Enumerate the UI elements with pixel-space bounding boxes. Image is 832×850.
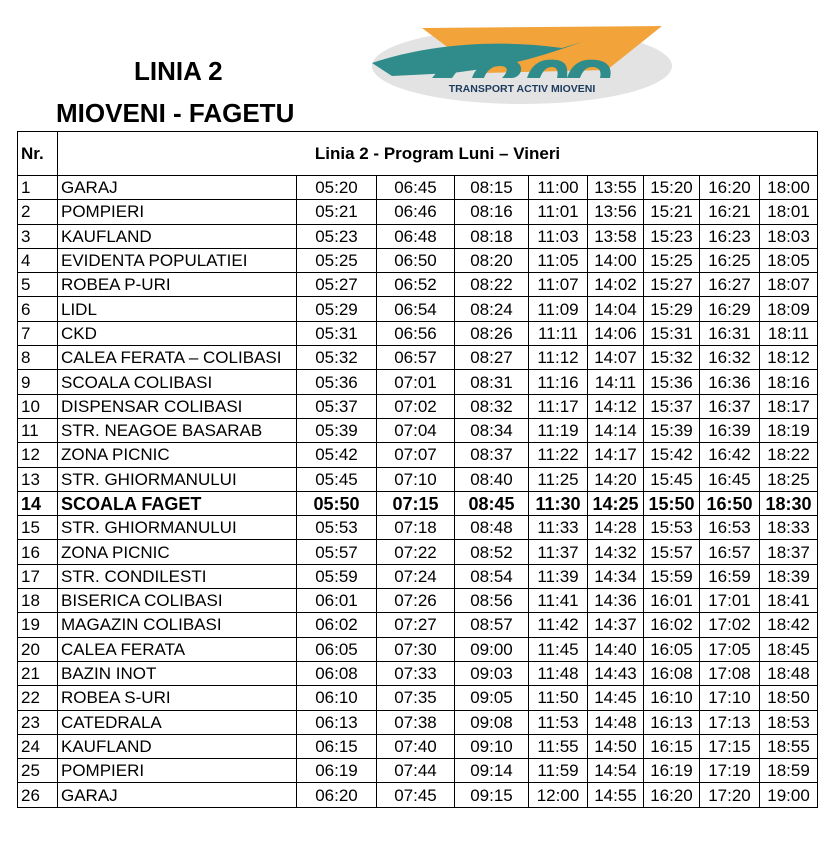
departure-time: 08:34 — [455, 418, 529, 442]
departure-time: 05:53 — [297, 516, 377, 540]
departure-time: 16:32 — [700, 346, 760, 370]
departure-time: 13:56 — [588, 200, 644, 224]
stop-number: 11 — [18, 418, 58, 442]
departure-time: 06:13 — [297, 710, 377, 734]
stop-name: ZONA PICNIC — [58, 540, 297, 564]
table-row — [18, 759, 818, 783]
stop-name: DISPENSAR COLIBASI — [58, 394, 297, 418]
departure-time: 18:55 — [760, 734, 818, 758]
departure-time: 11:07 — [529, 273, 588, 297]
departure-time: 15:27 — [644, 273, 700, 297]
departure-time: 14:43 — [588, 661, 644, 685]
departure-time: 08:18 — [455, 224, 529, 248]
departure-time: 08:16 — [455, 200, 529, 224]
departure-time: 08:22 — [455, 273, 529, 297]
departure-time: 15:36 — [644, 370, 700, 394]
departure-time: 08:26 — [455, 321, 529, 345]
departure-time: 14:06 — [588, 321, 644, 345]
departure-time: 17:08 — [700, 661, 760, 685]
departure-time: 09:03 — [455, 661, 529, 685]
departure-time: 14:37 — [588, 613, 644, 637]
departure-time: 11:39 — [529, 564, 588, 588]
departure-time: 09:14 — [455, 759, 529, 783]
departure-time: 05:21 — [297, 200, 377, 224]
departure-time: 16:05 — [644, 637, 700, 661]
departure-time: 13:55 — [588, 176, 644, 200]
departure-time: 14:20 — [588, 467, 644, 491]
departure-time: 08:32 — [455, 394, 529, 418]
departure-time: 18:45 — [760, 637, 818, 661]
departure-time: 11:11 — [529, 321, 588, 345]
tam-logo — [362, 18, 680, 110]
departure-time: 16:39 — [700, 418, 760, 442]
departure-time: 16:08 — [644, 661, 700, 685]
table-row — [18, 418, 818, 442]
departure-time: 16:36 — [700, 370, 760, 394]
departure-time: 16:29 — [700, 297, 760, 321]
departure-time: 07:15 — [377, 491, 455, 515]
stop-name: POMPIERI — [58, 759, 297, 783]
departure-time: 07:07 — [377, 443, 455, 467]
departure-time: 18:39 — [760, 564, 818, 588]
timetable-header-row — [18, 132, 818, 176]
departure-time: 09:05 — [455, 686, 529, 710]
stop-name: BAZIN INOT — [58, 661, 297, 685]
departure-time: 17:10 — [700, 686, 760, 710]
departure-time: 18:05 — [760, 248, 818, 272]
stop-number: 8 — [18, 346, 58, 370]
departure-time: 05:37 — [297, 394, 377, 418]
departure-time: 18:03 — [760, 224, 818, 248]
departure-time: 07:33 — [377, 661, 455, 685]
departure-time: 11:41 — [529, 589, 588, 613]
stop-name: KAUFLAND — [58, 734, 297, 758]
departure-time: 11:25 — [529, 467, 588, 491]
departure-time: 06:20 — [297, 783, 377, 807]
departure-time: 16:20 — [700, 176, 760, 200]
departure-time: 15:21 — [644, 200, 700, 224]
stop-name: SCOALA COLIBASI — [58, 370, 297, 394]
table-row — [18, 564, 818, 588]
departure-time: 07:01 — [377, 370, 455, 394]
departure-time: 14:14 — [588, 418, 644, 442]
table-row — [18, 467, 818, 491]
departure-time: 15:37 — [644, 394, 700, 418]
departure-time: 18:00 — [760, 176, 818, 200]
departure-time: 06:52 — [377, 273, 455, 297]
departure-time: 14:11 — [588, 370, 644, 394]
stop-number: 1 — [18, 176, 58, 200]
departure-time: 08:57 — [455, 613, 529, 637]
departure-time: 11:37 — [529, 540, 588, 564]
departure-time: 11:05 — [529, 248, 588, 272]
timetable-title: Linia 2 - Program Luni – Vineri — [58, 132, 818, 176]
departure-time: 16:50 — [700, 491, 760, 515]
stop-number: 3 — [18, 224, 58, 248]
stop-name: LIDL — [58, 297, 297, 321]
departure-time: 05:23 — [297, 224, 377, 248]
departure-time: 15:20 — [644, 176, 700, 200]
departure-time: 16:31 — [700, 321, 760, 345]
departure-time: 14:04 — [588, 297, 644, 321]
departure-time: 05:25 — [297, 248, 377, 272]
departure-time: 18:19 — [760, 418, 818, 442]
departure-time: 16:25 — [700, 248, 760, 272]
stop-number: 9 — [18, 370, 58, 394]
stop-number: 2 — [18, 200, 58, 224]
stop-number: 21 — [18, 661, 58, 685]
departure-time: 18:42 — [760, 613, 818, 637]
departure-time: 18:22 — [760, 443, 818, 467]
departure-time: 11:19 — [529, 418, 588, 442]
departure-time: 13:58 — [588, 224, 644, 248]
departure-time: 16:19 — [644, 759, 700, 783]
departure-time: 05:42 — [297, 443, 377, 467]
departure-time: 11:33 — [529, 516, 588, 540]
departure-time: 07:24 — [377, 564, 455, 588]
departure-time: 11:59 — [529, 759, 588, 783]
departure-time: 07:44 — [377, 759, 455, 783]
departure-time: 18:41 — [760, 589, 818, 613]
stop-number: 12 — [18, 443, 58, 467]
departure-time: 05:50 — [297, 491, 377, 515]
departure-time: 18:30 — [760, 491, 818, 515]
stop-number: 24 — [18, 734, 58, 758]
departure-time: 11:09 — [529, 297, 588, 321]
departure-time: 16:10 — [644, 686, 700, 710]
departure-time: 16:13 — [644, 710, 700, 734]
departure-time: 05:27 — [297, 273, 377, 297]
departure-time: 11:03 — [529, 224, 588, 248]
table-row — [18, 516, 818, 540]
stop-name: KAUFLAND — [58, 224, 297, 248]
table-row — [18, 297, 818, 321]
departure-time: 07:22 — [377, 540, 455, 564]
departure-time: 06:56 — [377, 321, 455, 345]
departure-time: 18:59 — [760, 759, 818, 783]
table-row — [18, 710, 818, 734]
table-row — [18, 589, 818, 613]
departure-time: 07:10 — [377, 467, 455, 491]
departure-time: 11:30 — [529, 491, 588, 515]
stop-name: ROBEA P-URI — [58, 273, 297, 297]
table-row — [18, 443, 818, 467]
departure-time: 18:11 — [760, 321, 818, 345]
stop-name: CALEA FERATA — [58, 637, 297, 661]
departure-time: 18:37 — [760, 540, 818, 564]
stop-number: 10 — [18, 394, 58, 418]
departure-time: 16:45 — [700, 467, 760, 491]
departure-time: 05:29 — [297, 297, 377, 321]
stop-number: 6 — [18, 297, 58, 321]
stop-number: 26 — [18, 783, 58, 807]
table-row — [18, 321, 818, 345]
departure-time: 14:02 — [588, 273, 644, 297]
departure-time: 05:20 — [297, 176, 377, 200]
stop-name: GARAJ — [58, 783, 297, 807]
departure-time: 16:01 — [644, 589, 700, 613]
table-row — [18, 176, 818, 200]
departure-time: 05:39 — [297, 418, 377, 442]
stop-name: ZONA PICNIC — [58, 443, 297, 467]
departure-time: 11:01 — [529, 200, 588, 224]
stop-number: 20 — [18, 637, 58, 661]
table-row — [18, 686, 818, 710]
departure-time: 14:55 — [588, 783, 644, 807]
departure-time: 15:59 — [644, 564, 700, 588]
departure-time: 18:48 — [760, 661, 818, 685]
departure-time: 15:32 — [644, 346, 700, 370]
timetable — [17, 131, 818, 808]
table-row — [18, 661, 818, 685]
line-label: LINIA 2 — [134, 56, 223, 86]
departure-time: 06:19 — [297, 759, 377, 783]
departure-time: 08:52 — [455, 540, 529, 564]
departure-time: 08:56 — [455, 589, 529, 613]
stop-name: EVIDENTA POPULATIEI — [58, 248, 297, 272]
logo-text: TRANSPORT ACTIV MIOVENI — [448, 83, 596, 95]
departure-time: 09:10 — [455, 734, 529, 758]
departure-time: 07:40 — [377, 734, 455, 758]
departure-time: 06:10 — [297, 686, 377, 710]
departure-time: 06:01 — [297, 589, 377, 613]
departure-time: 11:55 — [529, 734, 588, 758]
departure-time: 06:15 — [297, 734, 377, 758]
stop-number: 5 — [18, 273, 58, 297]
departure-time: 17:13 — [700, 710, 760, 734]
departure-time: 17:02 — [700, 613, 760, 637]
departure-time: 18:25 — [760, 467, 818, 491]
departure-time: 17:19 — [700, 759, 760, 783]
table-row — [18, 200, 818, 224]
table-row — [18, 248, 818, 272]
departure-time: 06:02 — [297, 613, 377, 637]
departure-time: 15:31 — [644, 321, 700, 345]
departure-time: 14:48 — [588, 710, 644, 734]
departure-time: 07:35 — [377, 686, 455, 710]
departure-time: 05:36 — [297, 370, 377, 394]
table-row — [18, 613, 818, 637]
stop-number: 25 — [18, 759, 58, 783]
departure-time: 14:12 — [588, 394, 644, 418]
stop-name: CATEDRALA — [58, 710, 297, 734]
departure-time: 05:57 — [297, 540, 377, 564]
departure-time: 07:38 — [377, 710, 455, 734]
stop-name: STR. GHIORMANULUI — [58, 516, 297, 540]
departure-time: 11:50 — [529, 686, 588, 710]
departure-time: 06:08 — [297, 661, 377, 685]
departure-time: 11:17 — [529, 394, 588, 418]
departure-time: 15:50 — [644, 491, 700, 515]
departure-time: 16:57 — [700, 540, 760, 564]
departure-time: 08:45 — [455, 491, 529, 515]
departure-time: 08:40 — [455, 467, 529, 491]
stop-name: CALEA FERATA – COLIBASI — [58, 346, 297, 370]
departure-time: 07:26 — [377, 589, 455, 613]
departure-time: 14:34 — [588, 564, 644, 588]
departure-time: 08:20 — [455, 248, 529, 272]
stop-number: 18 — [18, 589, 58, 613]
departure-time: 06:48 — [377, 224, 455, 248]
departure-time: 14:28 — [588, 516, 644, 540]
departure-time: 08:37 — [455, 443, 529, 467]
departure-time: 19:00 — [760, 783, 818, 807]
departure-time: 15:29 — [644, 297, 700, 321]
departure-time: 18:33 — [760, 516, 818, 540]
departure-time: 15:23 — [644, 224, 700, 248]
departure-time: 14:50 — [588, 734, 644, 758]
departure-time: 16:23 — [700, 224, 760, 248]
departure-time: 17:20 — [700, 783, 760, 807]
stop-number: 13 — [18, 467, 58, 491]
departure-time: 07:18 — [377, 516, 455, 540]
departure-time: 15:57 — [644, 540, 700, 564]
departure-time: 18:50 — [760, 686, 818, 710]
stop-name: SCOALA FAGET — [58, 491, 297, 515]
table-row — [18, 346, 818, 370]
departure-time: 06:45 — [377, 176, 455, 200]
departure-time: 16:37 — [700, 394, 760, 418]
departure-time: 06:50 — [377, 248, 455, 272]
table-row — [18, 540, 818, 564]
stop-name: BISERICA COLIBASI — [58, 589, 297, 613]
departure-time: 15:45 — [644, 467, 700, 491]
stop-name: GARAJ — [58, 176, 297, 200]
stop-number: 4 — [18, 248, 58, 272]
table-row — [18, 783, 818, 807]
departure-time: 14:40 — [588, 637, 644, 661]
departure-time: 08:48 — [455, 516, 529, 540]
departure-time: 18:16 — [760, 370, 818, 394]
departure-time: 07:30 — [377, 637, 455, 661]
departure-time: 14:17 — [588, 443, 644, 467]
departure-time: 08:54 — [455, 564, 529, 588]
stop-number: 19 — [18, 613, 58, 637]
departure-time: 18:53 — [760, 710, 818, 734]
departure-time: 16:42 — [700, 443, 760, 467]
departure-time: 16:02 — [644, 613, 700, 637]
stop-number: 17 — [18, 564, 58, 588]
departure-time: 11:42 — [529, 613, 588, 637]
departure-time: 14:54 — [588, 759, 644, 783]
departure-time: 18:09 — [760, 297, 818, 321]
stop-number: 22 — [18, 686, 58, 710]
departure-time: 18:12 — [760, 346, 818, 370]
departure-time: 14:07 — [588, 346, 644, 370]
nr-header: Nr. — [18, 132, 58, 176]
departure-time: 11:48 — [529, 661, 588, 685]
table-row — [18, 370, 818, 394]
departure-time: 11:12 — [529, 346, 588, 370]
departure-time: 11:16 — [529, 370, 588, 394]
departure-time: 09:15 — [455, 783, 529, 807]
departure-time: 07:27 — [377, 613, 455, 637]
departure-time: 05:31 — [297, 321, 377, 345]
stop-number: 23 — [18, 710, 58, 734]
table-row — [18, 637, 818, 661]
departure-time: 09:08 — [455, 710, 529, 734]
table-row — [18, 491, 818, 515]
departure-time: 09:00 — [455, 637, 529, 661]
stop-name: STR. NEAGOE BASARAB — [58, 418, 297, 442]
departure-time: 08:24 — [455, 297, 529, 321]
stop-name: MAGAZIN COLIBASI — [58, 613, 297, 637]
departure-time: 17:01 — [700, 589, 760, 613]
table-row — [18, 224, 818, 248]
departure-time: 16:59 — [700, 564, 760, 588]
stop-number: 14 — [18, 491, 58, 515]
departure-time: 15:42 — [644, 443, 700, 467]
departure-time: 06:46 — [377, 200, 455, 224]
departure-time: 05:32 — [297, 346, 377, 370]
departure-time: 08:27 — [455, 346, 529, 370]
departure-time: 18:07 — [760, 273, 818, 297]
table-row — [18, 273, 818, 297]
departure-time: 18:01 — [760, 200, 818, 224]
departure-time: 11:00 — [529, 176, 588, 200]
table-row — [18, 734, 818, 758]
timetable-body — [18, 176, 818, 808]
departure-time: 07:04 — [377, 418, 455, 442]
departure-time: 14:25 — [588, 491, 644, 515]
departure-time: 14:36 — [588, 589, 644, 613]
departure-time: 16:21 — [700, 200, 760, 224]
stop-number: 15 — [18, 516, 58, 540]
departure-time: 11:53 — [529, 710, 588, 734]
departure-time: 17:05 — [700, 637, 760, 661]
stop-name: STR. CONDILESTI — [58, 564, 297, 588]
departure-time: 06:57 — [377, 346, 455, 370]
departure-time: 15:39 — [644, 418, 700, 442]
departure-time: 07:45 — [377, 783, 455, 807]
departure-time: 17:15 — [700, 734, 760, 758]
departure-time: 14:32 — [588, 540, 644, 564]
stop-number: 16 — [18, 540, 58, 564]
route-label: MIOVENI - FAGETU — [56, 98, 295, 128]
departure-time: 11:22 — [529, 443, 588, 467]
departure-time: 16:20 — [644, 783, 700, 807]
departure-time: 05:45 — [297, 467, 377, 491]
departure-time: 08:31 — [455, 370, 529, 394]
table-row — [18, 394, 818, 418]
departure-time: 11:45 — [529, 637, 588, 661]
departure-time: 06:05 — [297, 637, 377, 661]
departure-time: 16:53 — [700, 516, 760, 540]
stop-name: ROBEA S-URI — [58, 686, 297, 710]
stop-number: 7 — [18, 321, 58, 345]
stop-name: CKD — [58, 321, 297, 345]
stop-name: STR. GHIORMANULUI — [58, 467, 297, 491]
departure-time: 14:45 — [588, 686, 644, 710]
departure-time: 16:15 — [644, 734, 700, 758]
departure-time: 06:54 — [377, 297, 455, 321]
departure-time: 18:17 — [760, 394, 818, 418]
departure-time: 12:00 — [529, 783, 588, 807]
departure-time: 15:53 — [644, 516, 700, 540]
departure-time: 16:27 — [700, 273, 760, 297]
stop-name: POMPIERI — [58, 200, 297, 224]
departure-time: 14:00 — [588, 248, 644, 272]
departure-time: 05:59 — [297, 564, 377, 588]
departure-time: 08:15 — [455, 176, 529, 200]
departure-time: 07:02 — [377, 394, 455, 418]
departure-time: 15:25 — [644, 248, 700, 272]
